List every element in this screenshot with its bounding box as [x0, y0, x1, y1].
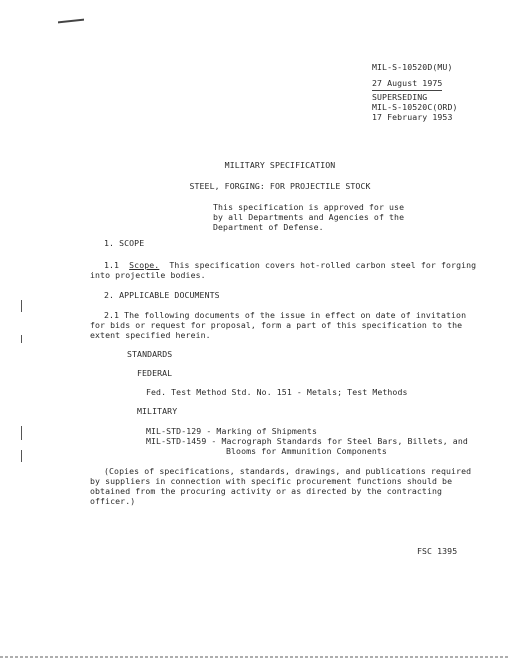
note-line-1: (Copies of specifications, standards, drawings, and publications required [104, 466, 472, 476]
docs-paragraph-line-3: extent specified herein. [90, 330, 211, 340]
federal-item: Fed. Test Method Std. No. 151 - Metals; Test Methods [146, 387, 408, 397]
scan-artifact-bottom [0, 656, 510, 658]
scan-mark-4 [21, 450, 22, 462]
scope-number: 1.1 [104, 260, 120, 270]
scan-mark-3 [21, 426, 22, 440]
scan-artifact-top [58, 19, 84, 24]
note-line-3: obtained from the procuring activity or as directed by the contracting [90, 486, 443, 496]
superseded-number: MIL-S-10520C(ORD) [372, 102, 458, 112]
military-item-2: MIL-STD-1459 - Macrograph Standards for Steel Bars, Billets, and [146, 436, 468, 446]
spec-title: STEEL, FORGING: FOR PROJECTILE STOCK [189, 181, 371, 191]
approval-line-1: This specification is approved for use [213, 202, 405, 212]
section-1-heading: 1. SCOPE [104, 238, 145, 248]
note-line-4: officer.) [90, 496, 136, 506]
approval-line-3: Department of Defense. [213, 222, 324, 232]
header-rule [372, 90, 442, 91]
standards-heading: STANDARDS [127, 349, 173, 359]
superseding-label: SUPERSEDING [372, 92, 428, 102]
scope-paragraph-line-1 [104, 260, 476, 270]
federal-label: FEDERAL [137, 368, 173, 378]
doc-date: 27 August 1975 [372, 78, 443, 88]
section-2-heading: 2. APPLICABLE DOCUMENTS [104, 290, 220, 300]
doc-number: MIL-S-10520D(MU) [372, 62, 453, 72]
fsc-code: FSC 1395 [417, 546, 458, 556]
scan-mark-1 [21, 300, 22, 312]
spec-type-title: MILITARY SPECIFICATION [224, 160, 336, 170]
military-item-2-cont: Blooms for Ammunition Components [226, 446, 387, 456]
note-line-2: by suppliers in connection with specific procurement functions should be [90, 476, 453, 486]
approval-line-2: by all Departments and Agencies of the [213, 212, 405, 222]
docs-paragraph-line-1: 2.1 The following documents of the issue in effect on date of invitation [104, 310, 467, 320]
military-label: MILITARY [137, 406, 178, 416]
military-item-1: MIL-STD-129 - Marking of Shipments [146, 426, 317, 436]
scope-paragraph-line-2: into projectile bodies. [90, 270, 206, 280]
superseded-date: 17 February 1953 [372, 112, 453, 122]
docs-paragraph-line-2: for bids or request for proposal, form a part of this specification to the [90, 320, 463, 330]
scan-mark-2 [21, 335, 22, 343]
scope-label: Scope. [129, 260, 160, 270]
scope-text: This specification covers hot-rolled carbon steel for forging [169, 260, 477, 270]
